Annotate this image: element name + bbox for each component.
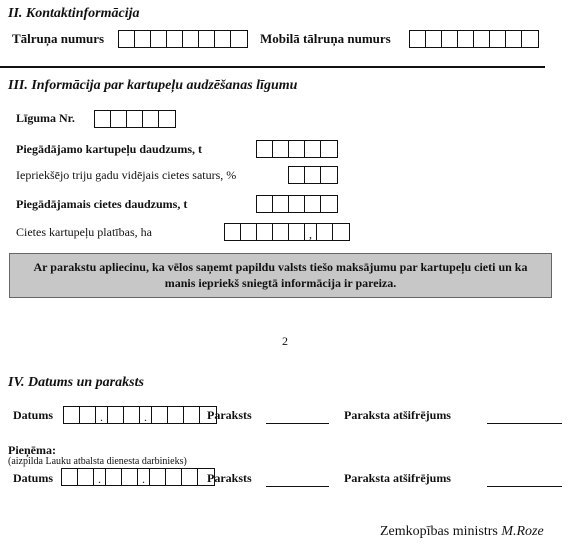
starch-avg-label: Iepriekšējo triju gadu vidējais cietes saturs, % xyxy=(16,168,237,182)
received-label: Pieņēma: xyxy=(8,443,56,457)
date-separator: . xyxy=(140,407,152,423)
signature-label: Paraksts xyxy=(207,408,252,422)
page-number: 2 xyxy=(282,334,288,348)
delivered-potatoes-input[interactable] xyxy=(256,140,338,158)
decimal-separator: , xyxy=(305,224,317,240)
decipher-label: Paraksta atšifrējums xyxy=(344,408,451,422)
delivered-potatoes-label: Piegādājamo kartupeļu daudzums, t xyxy=(16,142,203,156)
received-signature-label: Paraksts xyxy=(207,471,252,485)
delivered-starch-label: Piegādājamais cietes daudzums, t xyxy=(16,197,188,211)
section-contact-title: II. Kontaktinformācija xyxy=(8,6,140,21)
phone-input[interactable] xyxy=(118,30,248,48)
section-divider xyxy=(0,66,545,68)
date-label: Datums xyxy=(13,408,54,422)
section-contract-title: III. Informācija par kartupeļu audzēšanas līgumu xyxy=(8,78,298,93)
received-note: (aizpilda Lauku atbalsta dienesta darbinieks) xyxy=(8,456,187,467)
starch-area-input[interactable] xyxy=(224,223,350,241)
date-separator: . xyxy=(96,407,108,423)
received-date-input[interactable] xyxy=(61,468,215,486)
phone-label: Tālruņa numurs xyxy=(12,31,105,46)
contract-no-label: Līguma Nr. xyxy=(16,111,75,125)
footer-role: Zemkopības ministrs xyxy=(380,524,498,539)
contract-no-input[interactable] xyxy=(94,110,176,128)
decipher-line[interactable] xyxy=(487,423,562,424)
starch-area-label: Cietes kartupeļu platības, ha xyxy=(16,225,152,239)
received-decipher-line[interactable] xyxy=(487,486,562,487)
delivered-starch-input[interactable] xyxy=(256,195,338,213)
date-input[interactable] xyxy=(63,406,217,424)
mobile-label: Mobilā tālruņa numurs xyxy=(260,31,391,46)
received-signature-line[interactable] xyxy=(266,486,329,487)
section-signature-title: IV. Datums un paraksts xyxy=(8,375,144,390)
footer-signatory xyxy=(380,524,544,540)
received-decipher-label: Paraksta atšifrējums xyxy=(344,471,451,485)
signature-line[interactable] xyxy=(266,423,329,424)
date-separator: . xyxy=(94,469,106,485)
date-separator: . xyxy=(138,469,150,485)
footer-name: M.Roze xyxy=(501,524,544,539)
mobile-input[interactable] xyxy=(409,30,539,48)
received-date-label: Datums xyxy=(13,471,54,485)
consent-notice: Ar parakstu apliecinu, ka vēlos saņemt papildu valsts tiešo maksājumu par kartupeļu cieti un ka manis iepriekš sniegtā informācija ir pareiza. xyxy=(9,253,552,298)
starch-avg-input[interactable] xyxy=(288,166,338,184)
